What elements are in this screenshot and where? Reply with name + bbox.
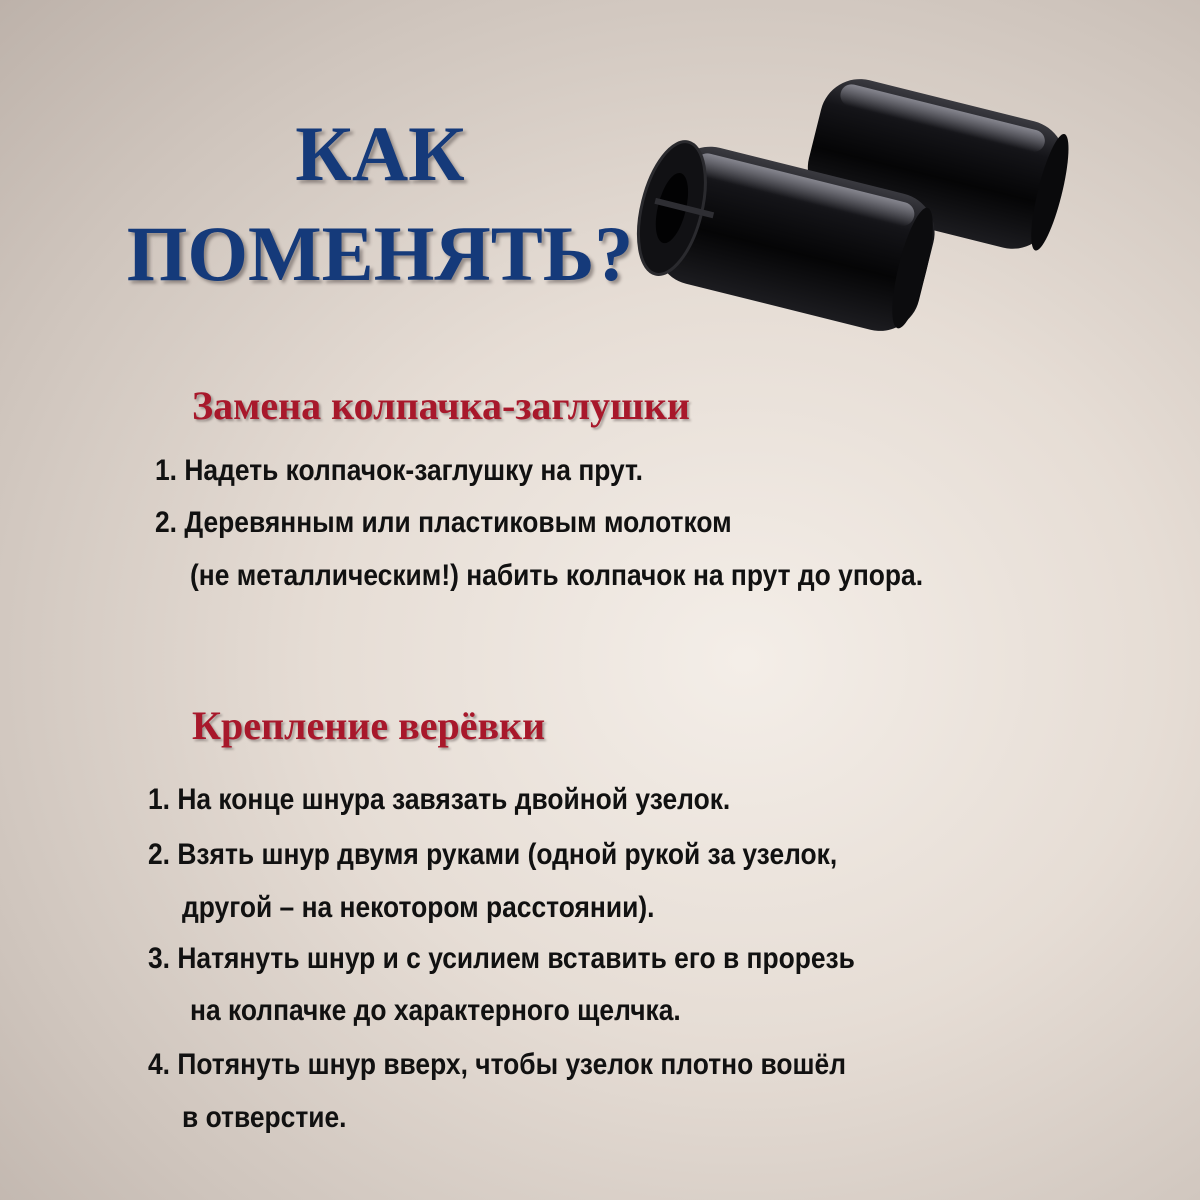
step-line: 2. Взять шнур двумя руками (одной рукой за узелок, — [148, 838, 838, 871]
step-line: 3. Натянуть шнур и с усилием вставить его в прорезь — [148, 942, 855, 975]
section-heading-cap-replacement: Замена колпачка-заглушки — [192, 383, 690, 428]
step-line: 1. Надеть колпачок-заглушку на прут. — [155, 454, 643, 487]
step-line: на колпачке до характерного щелчка. — [190, 994, 681, 1027]
step-line: в отверстие. — [182, 1101, 347, 1134]
step-line: (не металлическим!) набить колпачок на прут до упора. — [190, 559, 924, 592]
step-line: другой – на некотором расстоянии). — [182, 891, 655, 924]
black-rubber-caps-image — [620, 60, 1100, 360]
step-line: 4. Потянуть шнур вверх, чтобы узелок плотно вошёл — [148, 1048, 846, 1081]
step-line: 1. На конце шнура завязать двойной узелок. — [148, 783, 731, 816]
step-line: 2. Деревянным или пластиковым молотком — [155, 506, 732, 539]
title-line-1: КАК — [295, 110, 465, 197]
title-line-2: ПОМЕНЯТЬ? — [126, 210, 634, 297]
section-heading-rope-fastening: Крепление верёвки — [192, 703, 546, 748]
